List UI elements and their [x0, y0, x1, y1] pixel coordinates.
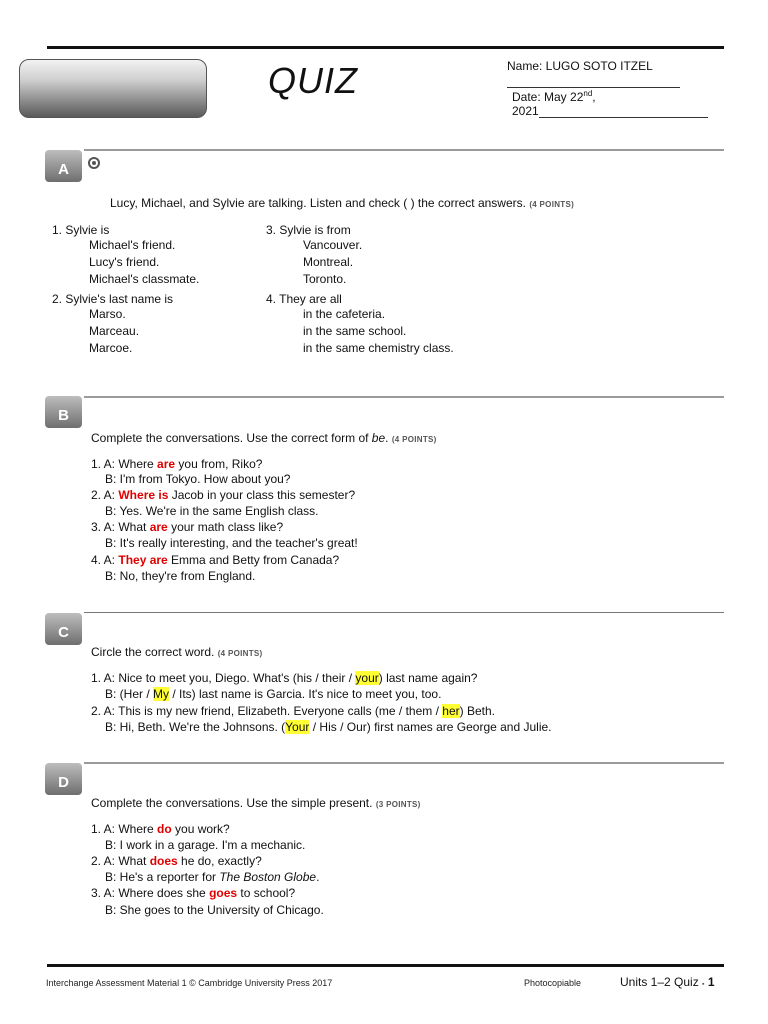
b-item-b: B: Yes. We're in the same English class. — [105, 504, 319, 518]
q4-option: in the same school. — [303, 324, 407, 338]
q2-option: Marceau. — [89, 324, 140, 338]
footer-copyright: Interchange Assessment Material 1 © Cambridge University Press 2017 — [46, 978, 333, 988]
b-item-b: B: I'm from Tokyo. How about you? — [105, 472, 291, 486]
header-gradient-box — [19, 59, 207, 118]
footer-photocopiable: Photocopiable — [524, 978, 582, 988]
q1-option: Michael's classmate. — [89, 272, 200, 286]
c-line: 1. A: Nice to meet you, Diego. What's (his / their / your) last name again? — [91, 671, 478, 685]
b-item-b: B: It's really interesting, and the teacher's great! — [105, 536, 358, 550]
q2-stem: 2. Sylvie's last name is — [52, 292, 174, 306]
name-underline — [507, 87, 680, 88]
b-item-a: 3. A: What are your math class like? — [91, 520, 284, 534]
q3-option: Vancouver. — [303, 238, 363, 252]
section-b-badge: B — [45, 396, 82, 428]
date-year: 2021 — [512, 104, 539, 118]
section-d-badge: D — [45, 763, 82, 795]
q3-option: Toronto. — [303, 272, 347, 286]
q4-stem: 4. They are all — [266, 292, 342, 306]
audio-cd-icon — [88, 157, 100, 169]
section-a-badge: A — [45, 150, 82, 182]
b-item-a: 4. A: They are Emma and Betty from Canada? — [91, 553, 340, 567]
c-line: B: (Her / My / Its) last name is Garcia. It's nice to meet you, too. — [105, 687, 442, 701]
b-item-a: 1. A: Where are you from, Riko? — [91, 457, 263, 471]
date-field: Date: May 22nd, — [512, 89, 596, 104]
date-underline — [539, 117, 708, 118]
q2-option: Marso. — [89, 307, 126, 321]
c-line: B: Hi, Beth. We're the Johnsons. (Your / His / Our) first names are George and Julie. — [105, 720, 552, 734]
d-item-a: 3. A: Where does she goes to school? — [91, 886, 296, 900]
q1-option: Michael's friend. — [89, 238, 176, 252]
d-item-a: 1. A: Where do you work? — [91, 822, 230, 836]
section-d-instruction: Complete the conversations. Use the simple present. (3 POINTS) — [91, 796, 421, 810]
q4-option: in the cafeteria. — [303, 307, 386, 321]
d-item-a: 2. A: What does he do, exactly? — [91, 854, 262, 868]
q4-option: in the same chemistry class. — [303, 341, 454, 355]
q1-option: Lucy's friend. — [89, 255, 160, 269]
bottom-rule — [47, 964, 724, 967]
b-item-a: 2. A: Where is Jacob in your class this semester? — [91, 488, 356, 502]
section-b-rule — [84, 396, 724, 398]
d-item-b: B: He's a reporter for The Boston Globe. — [105, 870, 320, 884]
q1-stem: 1. Sylvie is — [52, 223, 110, 237]
d-item-b: B: She goes to the University of Chicago. — [105, 903, 324, 917]
section-c-rule — [84, 612, 724, 613]
section-c-instruction: Circle the correct word. (4 POINTS) — [91, 645, 263, 659]
quiz-title: QUIZ — [268, 60, 358, 101]
section-d-rule — [84, 762, 724, 764]
q3-stem: 3. Sylvie is from — [266, 223, 351, 237]
b-item-b: B: No, they're from England. — [105, 569, 256, 583]
section-c-badge: C — [45, 613, 82, 645]
d-item-b: B: I work in a garage. I'm a mechanic. — [105, 838, 306, 852]
name-field: Name: LUGO SOTO ITZEL — [507, 59, 653, 73]
section-b-instruction: Complete the conversations. Use the correct form of be. (4 POINTS) — [91, 431, 437, 445]
footer-page-label: Units 1–2 Quiz ▪ 1 — [620, 975, 715, 989]
q3-option: Montreal. — [303, 255, 354, 269]
section-a-instruction: Lucy, Michael, and Sylvie are talking. Listen and check ( ) the correct answers. (4 POINTS) — [110, 196, 575, 210]
top-rule — [47, 46, 724, 49]
c-line: 2. A: This is my new friend, Elizabeth. Everyone calls (me / them / her) Beth. — [91, 704, 495, 718]
q2-option: Marcoe. — [89, 341, 133, 355]
section-a-rule — [84, 149, 724, 151]
